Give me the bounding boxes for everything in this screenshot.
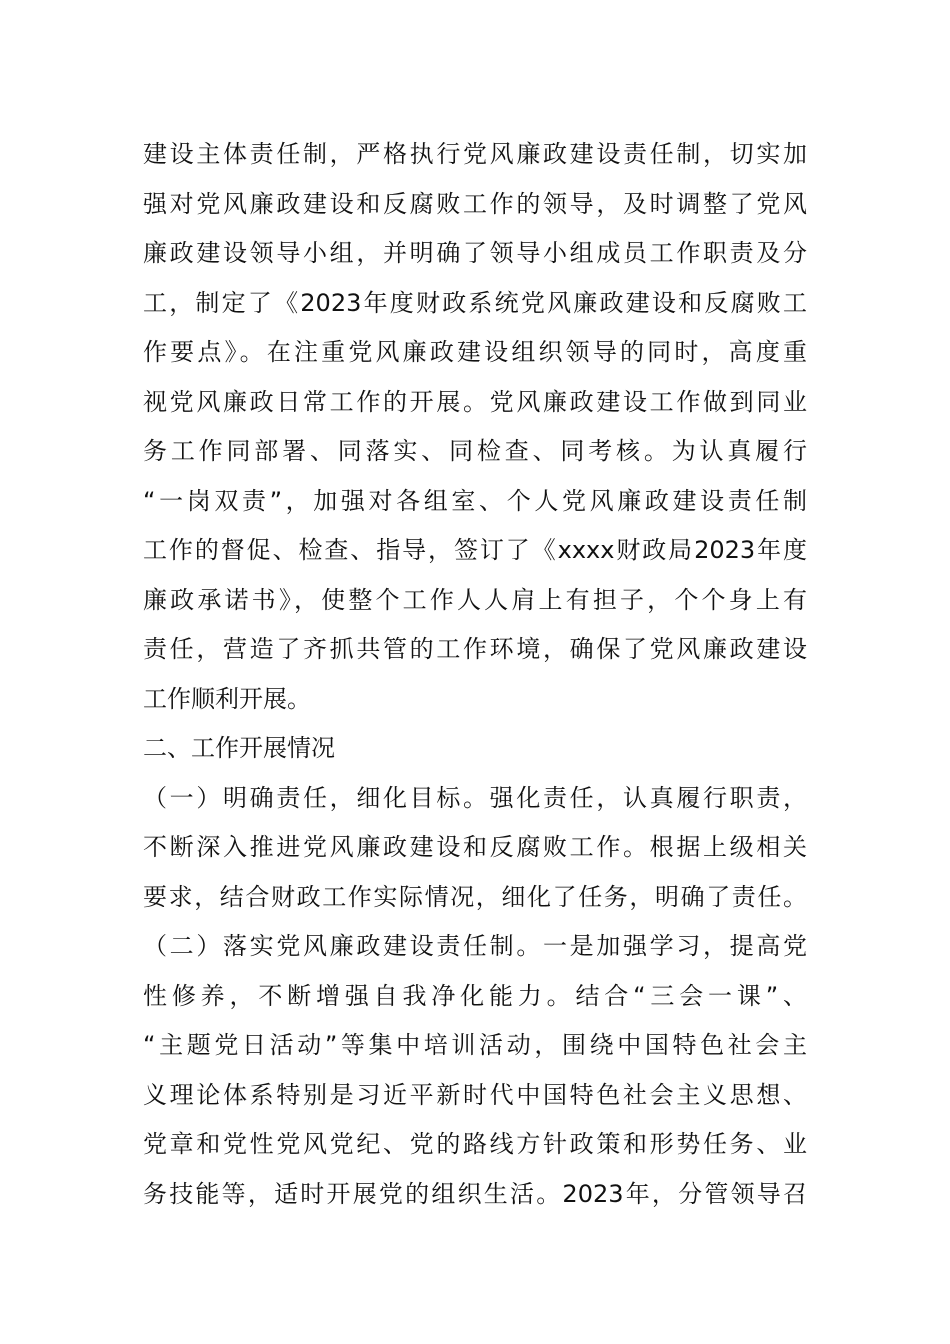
paragraph-line: 工作顺利开展。 — [143, 684, 311, 713]
document-page — [143, 130, 807, 1219]
paragraph-line: （一）明确责任，细化目标。强化责任，认真履行职责， — [143, 783, 807, 812]
paragraph-line: 责任，营造了齐抓共管的工作环境，确保了党风廉政建设 — [143, 635, 807, 663]
paragraph-line: 务工作同部署、同落实、同检查、同考核。为认真履行 — [143, 437, 807, 465]
section-heading: 二、工作开展情况 — [143, 734, 335, 762]
paragraph-line: 廉政建设领导小组，并明确了领导小组成员工作职责及分 — [143, 239, 807, 267]
paragraph-line: 义理论体系特别是习近平新时代中国特色社会主义思想、 — [143, 1080, 807, 1109]
paragraph-line: 建设主体责任制，严格执行党风廉政建设责任制，切实加 — [143, 140, 807, 168]
paragraph-line: “一岗双责”，加强对各组室、个人党风廉政建设责任制 — [143, 486, 807, 515]
paragraph-line: “主题党日活动”等集中培训活动，围绕中国特色社会主 — [143, 1031, 807, 1059]
paragraph-line: 廉政承诺书》，使整个工作人人肩上有担子，个个身上有 — [143, 585, 807, 614]
paragraph-line: 工，制定了《2023年度财政系统党风廉政建设和反腐败工 — [143, 288, 807, 317]
paragraph-line: 要求，结合财政工作实际情况，细化了任务，明确了责任。 — [143, 882, 807, 911]
paragraph-line: 性修养，不断增强自我净化能力。结合“三会一课”、 — [143, 981, 807, 1010]
paragraph-line: 视党风廉政日常工作的开展。党风廉政建设工作做到同业 — [143, 387, 807, 416]
paragraph-line: 不断深入推进党风廉政建设和反腐败工作。根据上级相关 — [143, 833, 807, 861]
paragraph-line: （二）落实党风廉政建设责任制。一是加强学习，提高党 — [143, 932, 807, 960]
paragraph-line: 强对党风廉政建设和反腐败工作的领导，及时调整了党风 — [143, 189, 807, 218]
paragraph-line: 作要点》。在注重党风廉政建设组织领导的同时，高度重 — [143, 338, 807, 366]
paragraph-line: 务技能等，适时开展党的组织生活。2023年，分管领导召 — [143, 1179, 807, 1208]
paragraph-line: 党章和党性党风党纪、党的路线方针政策和形势任务、业 — [143, 1130, 807, 1158]
paragraph-line: 工作的督促、检查、指导，签订了《xxxx财政局2023年度 — [143, 536, 807, 564]
